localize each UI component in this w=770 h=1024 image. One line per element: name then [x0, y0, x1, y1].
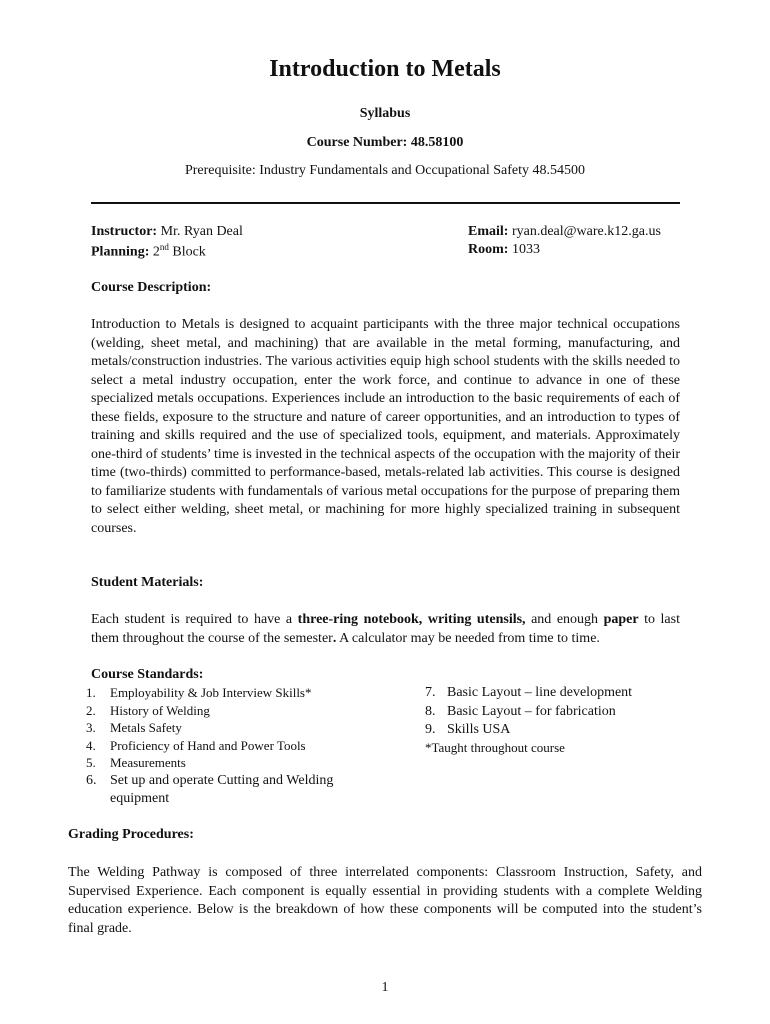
list-item-text: Basic Layout – for fabrication [447, 703, 616, 719]
list-item-text: Set up and operate Cutting and Welding equipment [110, 772, 334, 806]
page-number: 1 [381, 980, 389, 995]
course-number: Course Number: 48.58100 [306, 135, 464, 150]
list-item-number: 1. [86, 685, 96, 700]
materials-text-4: A calculator may be needed from time to time. [339, 630, 600, 646]
list-item [86, 754, 376, 772]
room-value: 1033 [511, 242, 540, 257]
list-item [425, 684, 695, 703]
list-item-number: 6. [86, 772, 97, 788]
student-materials-heading: Student Materials: [91, 575, 204, 590]
planning-num: 2 [152, 244, 160, 260]
list-item-text: History of Welding [110, 702, 210, 718]
standards-list-right [425, 684, 695, 740]
materials-text-1: Each student is required to have a [91, 612, 293, 627]
list-item-text: Metals Safety [110, 720, 182, 735]
materials-bold-2: paper [603, 612, 639, 627]
list-item-text: Skills USA [447, 722, 511, 737]
instructor-line [91, 224, 243, 240]
materials-bold-1: three-ring notebook, writing utensils, [297, 612, 526, 627]
syllabus-subtitle: Syllabus [359, 106, 411, 121]
grading-heading: Grading Procedures: [68, 827, 194, 842]
course-standards-heading: Course Standards: [91, 667, 204, 682]
page-title: Introduction to Metals [269, 56, 501, 82]
grading-body: The Welding Pathway is composed of three interrelated components: Classroom Instruction, Safety, and Supervised Experience. Each component is equally essential in providing students with a complete Welding education experience. Below is the breakdown of how these components will be computed into the student’s final grade. [68, 865, 702, 936]
list-item [86, 772, 376, 809]
planning-label: Planning: [91, 244, 150, 260]
list-item-text: Proficiency of Hand and Power Tools [110, 737, 306, 753]
prerequisite: Prerequisite: Industry Fundamentals and Occupational Safety 48.54500 [184, 163, 586, 178]
email-line [468, 224, 661, 240]
list-item-number: 5. [86, 755, 96, 770]
divider [91, 202, 680, 204]
materials-bold-3: . [332, 630, 337, 646]
list-item [425, 703, 695, 722]
materials-text-3: to last them throughout the course of the semester [91, 612, 680, 646]
list-item [86, 702, 376, 720]
student-materials-body [91, 611, 680, 648]
course-description-body: Introduction to Metals is designed to acquaint participants with the three major technical occupations (welding, sheet metal, and machining) that are available in the metal forming, manufacturing, and metals/construction industries. The various activities equip high school students with the skills needed to select a metal industry occupation, enter the work force, and continue to advance in one of these specialized metals occupations. Experiences include an introduction to the basic requirements of each of these fields, exposure to the structure and nature of career opportunities, and an introduction to types of training and skills required and the use of specialized tools, equipment, and materials. Approximately one-third of students’ time is invested in the technical aspects of the occupation with the majority of their time (two-thirds) committed to performance-based, metals-related lab activities. This course is designed to familiarize students with fundamentals of various metal occupations for the purpose of preparing them to select either welding, sheet metal, or machining for more highly specialized training in subsequent courses. [91, 317, 680, 536]
list-item-number: 2. [86, 702, 96, 718]
list-item [86, 684, 376, 702]
standards-note: *Taught throughout course [425, 740, 565, 755]
email-value: ryan.deal@ware.k12.ga.us [511, 224, 661, 239]
planning-suffix: nd [159, 242, 169, 252]
list-item-number: 3. [86, 720, 96, 735]
planning-line [91, 242, 206, 261]
room-line [468, 242, 540, 258]
materials-text-2: and enough [531, 612, 599, 627]
list-item [86, 737, 376, 755]
list-item-text: Employability & Job Interview Skills* [110, 685, 312, 700]
list-item [425, 721, 695, 740]
list-item-number: 8. [425, 703, 436, 719]
instructor-value: Mr. Ryan Deal [160, 224, 243, 239]
instructor-label: Instructor: [91, 224, 158, 239]
list-item-text: Measurements [110, 755, 186, 770]
room-label: Room: [468, 242, 509, 257]
standards-list-left [86, 684, 376, 809]
list-item-number: 7. [425, 685, 436, 700]
list-item [86, 719, 376, 737]
course-description-heading: Course Description: [91, 280, 212, 295]
list-item-text: Basic Layout – line development [447, 685, 633, 700]
list-item-number: 4. [86, 737, 96, 753]
planning-rest: Block [172, 244, 206, 260]
list-item-number: 9. [425, 722, 436, 737]
email-label: Email: [468, 224, 509, 239]
